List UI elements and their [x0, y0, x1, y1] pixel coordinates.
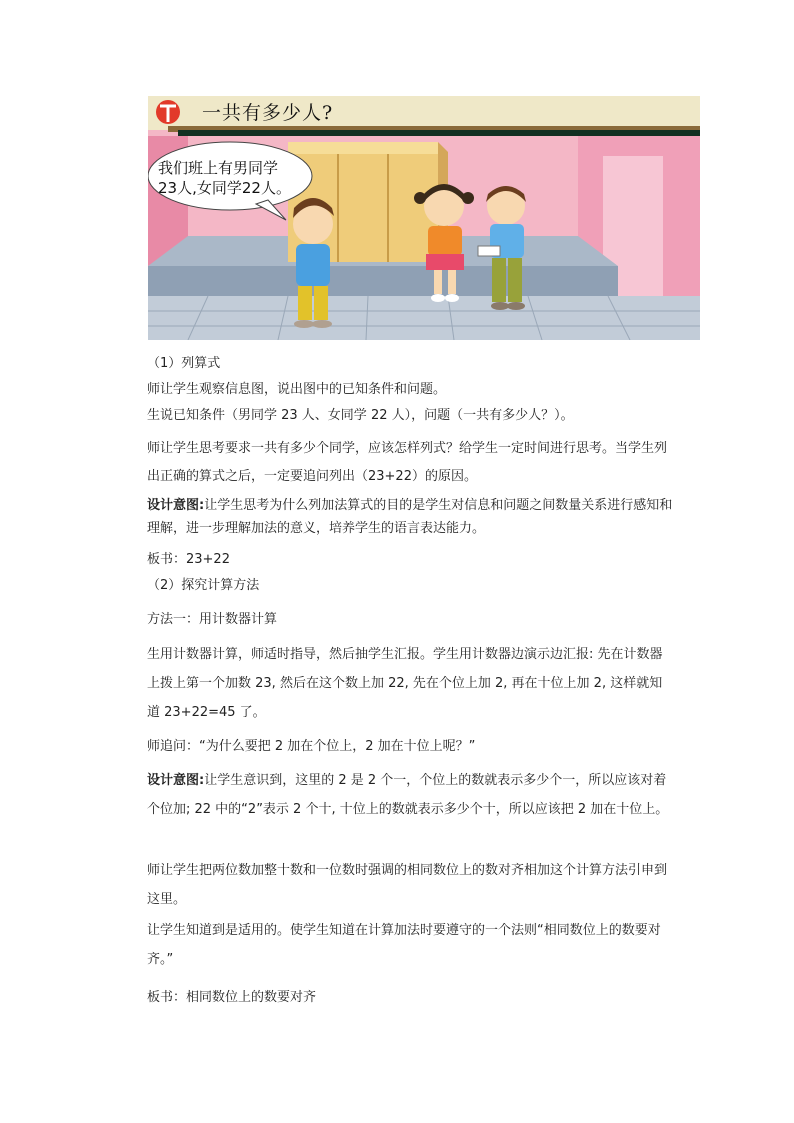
method-1-heading: 方法一：用计数器计算: [147, 612, 278, 627]
paragraph-observe: 师让学生观察信息图，说出图中的已知条件和问题。: [147, 382, 447, 397]
design-intent-2: [147, 766, 675, 824]
paragraph-rule: 让学生知道到是适用的。使学生知道在计算加法时要遵守的一个法则“相同数位上的数要对齐。”: [147, 923, 661, 967]
section-1-heading: （1）列算式: [147, 356, 221, 371]
design-intent-1: [147, 494, 675, 540]
paragraph-think-formula: 师让学生思考要求一共有多少个同学，应该怎样列式？给学生一定时间进行思考。当学生列出正确的算式之后，一定要追问列出（23+22）的原因。: [147, 441, 668, 484]
speech-line-2: 23人,女同学22人。: [158, 179, 291, 197]
speech-bubble-text: [158, 158, 291, 198]
design-intent-1-text: 让学生思考为什么列加法算式的目的是学生对信息和问题之间数量关系进行感知和理解，进一步理解加法的意义，培养学生的语言表达能力。: [147, 498, 673, 536]
section-2-heading: （2）探究计算方法: [147, 578, 260, 593]
textbook-illustration: [148, 96, 700, 340]
paragraph-known-conditions: 生说已知条件（男同学 23 人、女同学 22 人），问题（一共有多少人？）。: [147, 408, 574, 423]
design-intent-1-label: 设计意图:: [147, 498, 205, 513]
paragraph-extend-method: 师让学生把两位数加整十数和一位数时强调的相同数位上的数对齐相加这个计算方法引申到这里。: [147, 863, 668, 907]
illustration-title: 一共有多少人?: [202, 102, 334, 124]
classroom-scene: [148, 96, 700, 340]
speech-line-1: 我们班上有男同学: [158, 159, 279, 177]
paragraph-counter-demo: 生用计数器计算，师适时指导，然后抽学生汇报。学生用计数器边演示边汇报: 先在计数器上拨上第一个加数 23, 然后在这个数上加 22, 先在个位上加 2, 再在十位上加 2, 这样就知道 23+22=45 了。: [147, 647, 663, 720]
paragraph-teacher-follow-up: 师追问：“为什么要把 2 加在个位上，2 加在十位上呢？”: [147, 739, 476, 754]
board-note-2: 板书：相同数位上的数要对齐: [147, 990, 317, 1005]
design-intent-2-label: 设计意图:: [147, 773, 205, 788]
board-note-1: 板书：23+22: [147, 552, 230, 567]
design-intent-2-text: 让学生意识到，这里的 2 是 2 个一，个位上的数就表示多少个一，所以应该对着个位加; 22 中的“2”表示 2 个十, 十位上的数就表示多少个十，所以应该把 2 加在十位上。: [147, 773, 669, 817]
